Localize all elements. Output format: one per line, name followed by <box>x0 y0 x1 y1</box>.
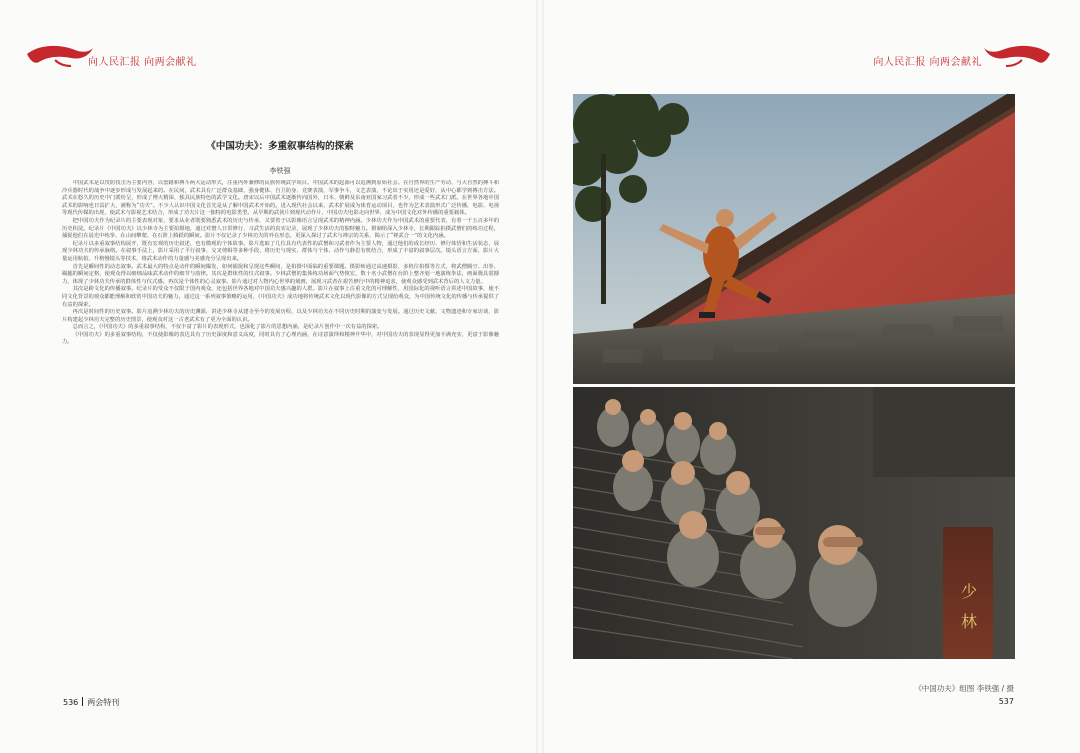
body-paragraph: 其次是跨文化的传播叙事。纪录片的受众不仅限于国内观众，还包括世界各地对中国功夫感兴趣的人群。影片在叙事上注重文化的可理解性，用国际化的视听语言讲述中国故事，使不同文化背景的观众都能理解和欣赏中国功夫的魅力。通过这一系列叙事策略的运用，《中国功夫》成功地将传统武术文化以现代影像的方式呈现给观众，为中国传统文化的传播与传承提供了有益的探索。 <box>62 286 499 308</box>
footer-divider <box>82 697 83 706</box>
page-number-right: 537 <box>998 697 1014 706</box>
young-monks-practicing-on-stairs-photo <box>573 387 1015 659</box>
article-title: 《中国功夫》：多重叙事结构的探索 <box>206 141 354 152</box>
monk-leaping-over-red-wall-photo <box>573 94 1015 384</box>
photo-caption: 《中国功夫》组图 李铁强 / 摄 <box>914 684 1014 693</box>
article-author: 李铁强 <box>269 167 291 175</box>
body-paragraph: 《中国功夫》的多重叙事结构，不仅使影像的表达具有了历史深度和意义高度，同时具有了心理内涵，在诗意演绎和精神升华中，对中国功夫的表现显得更加丰满充实，更富于影像魅力。 <box>62 331 499 346</box>
body-paragraph: 中国武术是以攻防技击为主要内容，以套路和搏斗两大运动形式，注重内外兼修的民族传统武学项目。中国武术的起源可以追溯到原始社会。在自然界的生产劳动、与大自然的搏斗和冷兵器时代的战争中逐步形成与发展起来的。在民间，武术具有广泛群众基础，强身健体、自卫防身、竞赛表演，军事争斗，文艺表演，不论出于实用还是爱好，从中心都学到搏击方法。武术在悠久的历史中门派纷呈，形成了博大精深、独具民族特色的武学文化。唐宋以后中国武术逐渐传向国外，日本、朝鲜及东南亚国家习武者不少，形成一些武术门派。在世界各地中国武术的影响也日益扩大，被称为“功夫”。不少人认识中国文化首先是从了解中国武术开始的。进入现代社会以来，武术扩展成为体育运动项目，也作为艺术表演形式广泛传播，电影、电视等现代传媒的出现，使武术与影视艺术结合，形成了功夫片这一独特的电影类型。从早期的武侠片到现代动作片，中国功夫电影走向世界，成为中国文化对外传播的重要载体。 <box>62 180 499 217</box>
svg-text:少: 少 <box>961 582 978 601</box>
body-paragraph: 总而言之，《中国功夫》的多重叙事结构，不仅丰富了影片的表现形式，也深化了影片的思想内涵，是纪录片创作中一次有益的探索。 <box>72 324 383 331</box>
body-paragraph: 把中国功夫作为纪录片的主要表现对象，要求从业者既要熟悉武术的历史与传承，又要善于以影像语言呈现武术的精神内涵。少林功夫作为中国武术的重要代表，有着一千五百多年的历史积淀。纪录片《中国功夫》以少林寺为主要拍摄地，通过对僧人日常修行、习武生活的真实记录，展现了少林功夫的独特魅力。摄制组深入少林寺，长期跟踪拍摄武僧们的练功过程，捕捉他们在晨光中练拳、在山间攀爬、在石阶上腾跃的瞬间。影片不仅记录了少林功夫的外在形态，更深入探讨了武术与禅宗的关系，揭示了“禅武合一”的文化内涵。 <box>62 217 499 240</box>
article-body <box>62 180 499 685</box>
header-slogan-left: 向人民汇报 向两会献礼 <box>88 57 197 68</box>
header-slogan-right: 向人民汇报 向两会献礼 <box>873 57 982 68</box>
page-number-left: 536 <box>63 698 79 707</box>
body-paragraph: 纪录片以多重叙事结构展开，既有宏观的历史叙述，也有微观的个体故事。影片选取了几位具有代表性的武僧和习武者作为主要人物，通过他们的成长经历、修行体悟和生活状态，展现少林功夫的传承脉络。在叙事手法上，影片采用了平行叙事、交叉剪辑等多种手段，将历史与现实、群体与个体、动作与静思有机结合，形成了丰富的叙事层次。镜头语言方面，影片大量运用航拍、升格慢镜头等技术，将武术动作的力量感与美感充分呈现出来。 <box>62 240 499 262</box>
footer-left <box>63 697 119 708</box>
body-paragraph: 再次是时间性的历史叙事。影片追溯少林功夫的历史渊源，讲述少林寺从建寺至今的发展历程，以及少林功夫在不同历史时期的演变与发展。通过历史文献、文物遗迹和专家访谈，影片构建起少林功夫完整的历史图景，使观众对这一古老武术有了更为全面的认识。 <box>62 309 499 323</box>
red-flag-emblem-icon <box>25 40 95 70</box>
red-flag-emblem-icon <box>982 40 1052 70</box>
body-paragraph: 首先是瞬间性的动态叙事。武术最大的特点是动作的瞬间爆发，如何捕捉和呈现这些瞬间，是拍摄中面临的重要课题。摄影师通过高速摄影、多机位拍摄等方式，将武僧腾空、出拳、踢腿的瞬间定格，使观众得以细细品味武术动作的细节与韵律。其次是群体性的仪式叙事。少林武僧的集体练功场面气势恢宏，数十名小武僧在台阶上整齐划一地演练拳法，画面极具震撼力，体现了少林功夫传承的群体性与仪式感。再次是个体性的心灵叙事。影片通过对人物内心世界的刻画，展现习武者在艰苦修行中的精神追求，使观众感受到武术背后的人文力量。 <box>62 263 499 285</box>
publication-name: 两会特刊 <box>87 698 120 707</box>
spine-gutter <box>536 0 544 753</box>
svg-text:林: 林 <box>961 612 978 631</box>
